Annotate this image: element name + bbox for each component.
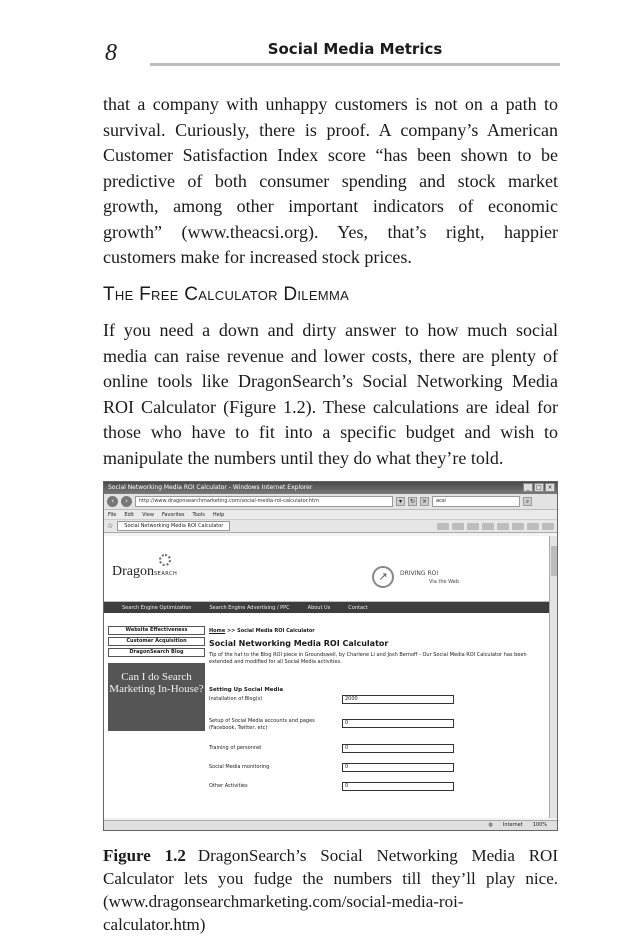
nav-contact[interactable]: Contact <box>348 604 368 611</box>
page-viewport <box>104 536 550 818</box>
sidebar-website-effectiveness[interactable]: Website Effectiveness <box>108 626 205 635</box>
back-icon[interactable]: ‹ <box>107 496 118 507</box>
calc-row <box>209 693 544 712</box>
header-rule <box>150 63 560 66</box>
figure-label: Figure 1.2 <box>103 846 186 865</box>
status-zone: Internet <box>502 822 523 828</box>
help-icon[interactable] <box>542 523 554 530</box>
minimize-icon[interactable]: _ <box>523 483 533 492</box>
breadcrumb <box>209 628 544 634</box>
monitoring-field[interactable]: 0 <box>342 763 454 772</box>
stop-icon[interactable]: × <box>421 498 428 505</box>
page-title: Social Networking Media ROI Calculator <box>209 639 389 648</box>
page-description: Tip of the hat to the Blog ROI piece in Groundswell, by Charlene Li and Josh Bernoff - Our Social Media ROI Calculator has been extended and modified for all Social Media activities. <box>209 652 527 665</box>
arrow-badge-icon: ↗ <box>372 566 394 588</box>
tab-bar <box>104 520 557 533</box>
breadcrumb-current: >> Social Media ROI Calculator <box>225 628 315 634</box>
menu-view[interactable]: View <box>142 512 154 518</box>
window-title: Social Networking Media ROI Calculator - Windows Internet Explorer <box>108 484 313 491</box>
scrollbar-thumb[interactable] <box>551 546 557 576</box>
section-subheading: Setting Up Social Media <box>209 687 284 693</box>
calc-row <box>209 712 544 742</box>
body-paragraph-2: If you need a down and dirty answer to how much social media can raise revenue and lower costs, there are plenty of online tools like DragonSearch’s Social Networking Media ROI Calculator (Figure 1.2). These calculations are ideal for those who have to fit into a specific budget and wish to manipulate the numbers until they do what they’re told. <box>103 320 558 468</box>
calc-label: Training of personnel <box>209 745 262 751</box>
page-icon[interactable] <box>497 523 509 530</box>
favorites-star-icon[interactable]: ☆ <box>107 522 114 530</box>
calc-row <box>209 780 544 799</box>
logo-subtext: SEARCH <box>154 571 178 577</box>
caption-text: DragonSearch’s Social Networking Media ROI Calculator lets you fudge the numbers till they’ll play nice. (www.dragonsearchmarketing.com/social-media-roi-calculator.htm) <box>103 846 558 934</box>
vertical-scrollbar[interactable] <box>549 536 557 818</box>
sidebar <box>108 626 205 731</box>
other-activities-field[interactable]: 0 <box>342 782 454 791</box>
tools-icon[interactable] <box>527 523 539 530</box>
figure-caption <box>103 844 558 936</box>
refresh-icon[interactable]: ↻ <box>409 498 416 505</box>
globe-icon: ◍ <box>488 822 493 828</box>
print-icon[interactable] <box>482 523 494 530</box>
promo-banner[interactable]: Can I do Search Marketing In-House? <box>108 663 205 731</box>
calc-row <box>209 742 544 761</box>
zoom-level[interactable]: 100% <box>532 822 547 828</box>
search-icon[interactable]: ⌕ <box>523 497 532 506</box>
site-logo[interactable] <box>112 564 177 580</box>
home-icon[interactable] <box>437 523 449 530</box>
site-nav <box>104 602 550 613</box>
browser-titlebar <box>104 482 557 494</box>
nav-ppc[interactable]: Search Engine Advertising / PPC <box>209 604 290 611</box>
breadcrumb-home-link[interactable]: Home <box>209 628 226 634</box>
feeds-icon[interactable] <box>452 523 464 530</box>
section-heading: The Free Calculator Dilemma <box>103 284 350 305</box>
calculator-content <box>209 628 544 799</box>
url-input[interactable]: http://www.dragonsearchmarketing.com/social-media-roi-calculator.htm <box>135 496 393 507</box>
training-field[interactable]: 0 <box>342 744 454 753</box>
body-paragraph-1: that a company with unhappy customers is not on a path to survival. Curiously, there is proof. A company’s American Customer Satisfaction Index score “has been shown to be predictive of both consumer spending and stock market growth, among other important indicators of economic growth” (www.theacsi.org). Yes, that’s right, happier customers make for increased stock prices. <box>103 94 558 267</box>
calc-row <box>209 761 544 780</box>
menu-tools[interactable]: Tools <box>192 512 205 518</box>
nav-about[interactable]: About Us <box>307 604 331 611</box>
address-bar <box>104 494 557 510</box>
account-setup-field[interactable]: 0 <box>342 719 454 728</box>
calc-label: Installation of Blog(s) <box>209 696 263 702</box>
status-bar <box>104 820 557 830</box>
menu-help[interactable]: Help <box>212 512 225 518</box>
menu-favorites[interactable]: Favorites <box>161 512 185 518</box>
tab-roi-calculator[interactable]: Social Networking Media ROI Calculator <box>117 521 230 531</box>
forward-icon[interactable]: › <box>121 496 132 507</box>
dropdown-icon[interactable]: ▾ <box>396 497 405 506</box>
running-head: Social Media Metrics <box>267 40 443 58</box>
mail-icon[interactable] <box>467 523 479 530</box>
search-input[interactable]: acsi <box>432 496 520 507</box>
calc-label: Setup of Social Media accounts and pages (Facebook, Twitter, etc) <box>209 718 315 731</box>
tagline-sub: Via the Web <box>429 579 460 585</box>
sidebar-customer-acquisition[interactable]: Customer Acquisition <box>108 637 205 646</box>
calc-label: Other Activities <box>209 783 248 789</box>
maximize-icon[interactable]: □ <box>534 483 544 492</box>
nav-seo[interactable]: Search Engine Optimization <box>122 604 192 611</box>
logo-text: Dragon <box>112 564 154 579</box>
safety-icon[interactable] <box>512 523 524 530</box>
menu-file[interactable]: File <box>108 512 117 518</box>
tagline: DRIVING ROI <box>400 570 439 577</box>
menu-edit[interactable]: Edit <box>124 512 135 518</box>
sidebar-blog[interactable]: DragonSearch Blog <box>108 648 205 657</box>
close-icon[interactable]: × <box>545 483 555 492</box>
site-header <box>104 536 550 602</box>
blog-installation-field[interactable]: 2000 <box>342 695 454 704</box>
menu-bar <box>104 510 557 520</box>
figure-screenshot <box>103 481 558 831</box>
page-number: 8 <box>105 40 117 66</box>
calc-label: Social Media monitoring <box>209 764 270 770</box>
